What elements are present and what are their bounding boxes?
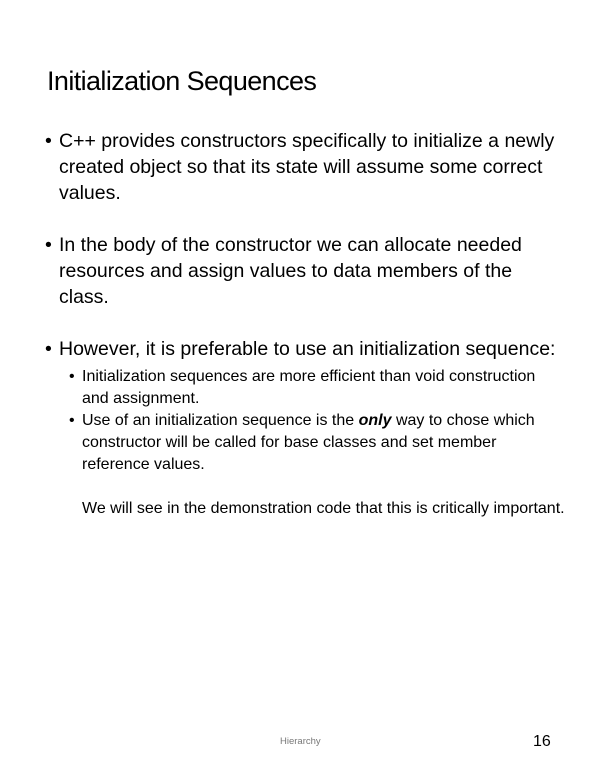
sub-bullet-text-end: way to chose which constructor will be called for base classes and set member reference values. bbox=[82, 412, 535, 473]
note-paragraph: We will see in the demonstration code that this is critically important. bbox=[82, 500, 565, 517]
slide-body bbox=[45, 128, 565, 520]
bullet-dot: • bbox=[69, 368, 75, 385]
sub-bullet-item bbox=[69, 410, 565, 476]
sub-bullet-text: Initialization sequences are more efficient than void construction and assignment. bbox=[82, 368, 536, 407]
bullet-text: In the body of the constructor we can allocate needed resources and assign values to data members of the class. bbox=[59, 234, 522, 308]
emphasis-only: only bbox=[358, 412, 392, 429]
bullet-item bbox=[45, 128, 565, 206]
bullet-dot: • bbox=[45, 234, 52, 256]
bullet-dot: • bbox=[45, 338, 52, 360]
bullet-dot: • bbox=[45, 130, 52, 152]
bullet-text: C++ provides constructors specifically to initialize a newly created object so that its state will assume some correct values. bbox=[59, 130, 555, 204]
bullet-dot: • bbox=[69, 412, 75, 429]
bullet-item bbox=[45, 232, 565, 310]
sub-bullet-text-start: Use of an initialization sequence is the bbox=[82, 412, 359, 429]
page-title: Initialization Sequences bbox=[47, 66, 317, 96]
sub-bullet-item bbox=[69, 366, 565, 410]
bullet-text: However, it is preferable to use an initialization sequence: bbox=[59, 338, 556, 360]
bullet-item bbox=[45, 336, 565, 362]
page-number: 16 bbox=[533, 733, 551, 750]
footer-label: Hierarchy bbox=[280, 736, 321, 747]
